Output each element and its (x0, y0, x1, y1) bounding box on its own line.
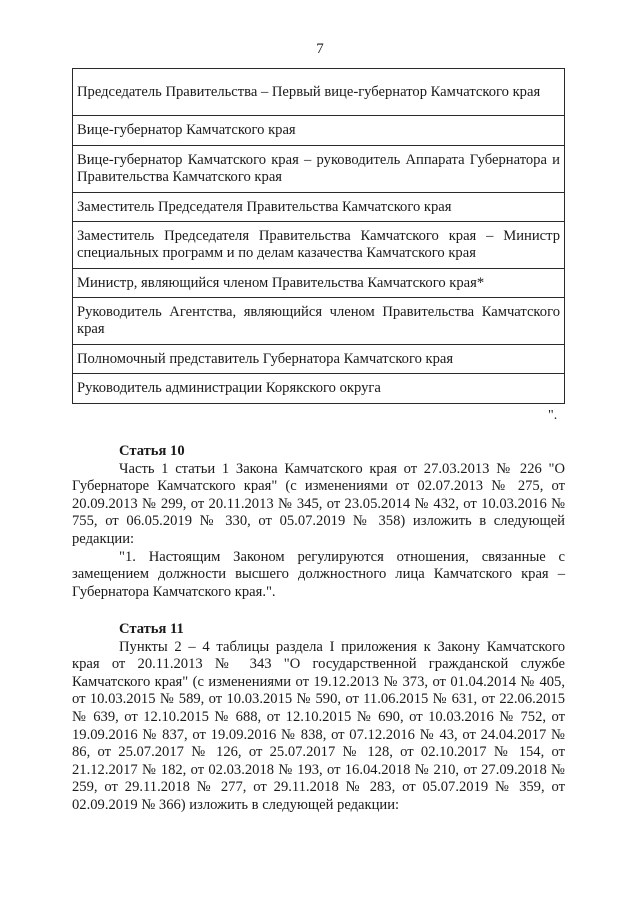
table-cell: Заместитель Председателя Правительства Камчатского края (73, 193, 565, 222)
table-row (73, 116, 565, 146)
page-number: 7 (316, 41, 324, 57)
article-body: Часть 1 статьи 1 Закона Камчатского края от 27.03.2013 № 226 "О Губернаторе Камчатского края" (с изменениями от 02.07.2013 № 275, от 20.09.2013 № 299, от 20.11.2013 № 345, от 23.05.2014 № 432, от 10.03.2016 № 755, от 06.05.2019 № 330, от 05.07.2019 № 358) изложить в следующей редакции: (72, 460, 565, 547)
table-cell: Вице-губернатор Камчатского края (73, 116, 565, 146)
article-11 (72, 621, 565, 815)
table-cell: Руководитель Агентства, являющийся членом Правительства Камчатского края (73, 298, 565, 345)
table-row (73, 298, 565, 345)
article-heading: Статья 10 (119, 443, 185, 459)
table-row (73, 345, 565, 374)
table-row (73, 69, 565, 116)
article-heading: Статья 11 (119, 621, 184, 637)
table-row (73, 193, 565, 222)
article-10 (72, 443, 565, 601)
table-closing-quote: ". (548, 408, 558, 423)
table-cell: Руководитель администрации Корякского округа (73, 374, 565, 404)
table-row (73, 146, 565, 193)
table-cell: Министр, являющийся членом Правительства Камчатского края* (73, 269, 565, 298)
article-body: Пункты 2 – 4 таблицы раздела I приложения к Закону Камчатского края от 20.11.2013 № 343 "О государственной гражданской службе Камчатского края" (с изменениями от 19.12.2013 № 373, от 01.04.2014 № 405, от 10.03.2015 № 589, от 10.03.2015 № 590, от 11.06.2015 № 631, от 22.06.2015 № 639, от 12.10.2015 № 688, от 12.10.2015 № 690, от 10.03.2016 № 752, от 19.09.2016 № 837, от 19.09.2016 № 838, от 07.12.2016 № 43, от 24.04.2017 № 86, от 25.07.2017 № 126, от 25.07.2017 № 128, от 02.10.2017 № 154, от 21.12.2017 № 182, от 02.03.2018 № 193, от 16.04.2018 № 210, от 27.09.2018 № 259, от 29.11.2018 № 277, от 29.11.2018 № 283, от 05.07.2019 № 359, от 02.09.2019 № 366) изложить в следующей редакции: (72, 638, 565, 813)
article-quote: "1. Настоящим Законом регулируются отношения, связанные с замещением должности высшего должностного лица Камчатского края – Губернатора Камчатского края.". (72, 548, 565, 600)
table-row (73, 374, 565, 404)
table-cell: Заместитель Председателя Правительства Камчатского края – Министр специальных программ и по делам казачества Камчатского края (73, 222, 565, 269)
positions-table (72, 68, 565, 404)
table-row (73, 269, 565, 298)
table-cell: Вице-губернатор Камчатского края – руководитель Аппарата Губернатора и Правительства Камчатского края (73, 146, 565, 193)
table-row (73, 222, 565, 269)
table-cell: Председатель Правительства – Первый вице-губернатор Камчатского края (73, 69, 565, 116)
table-cell: Полномочный представитель Губернатора Камчатского края (73, 345, 565, 374)
